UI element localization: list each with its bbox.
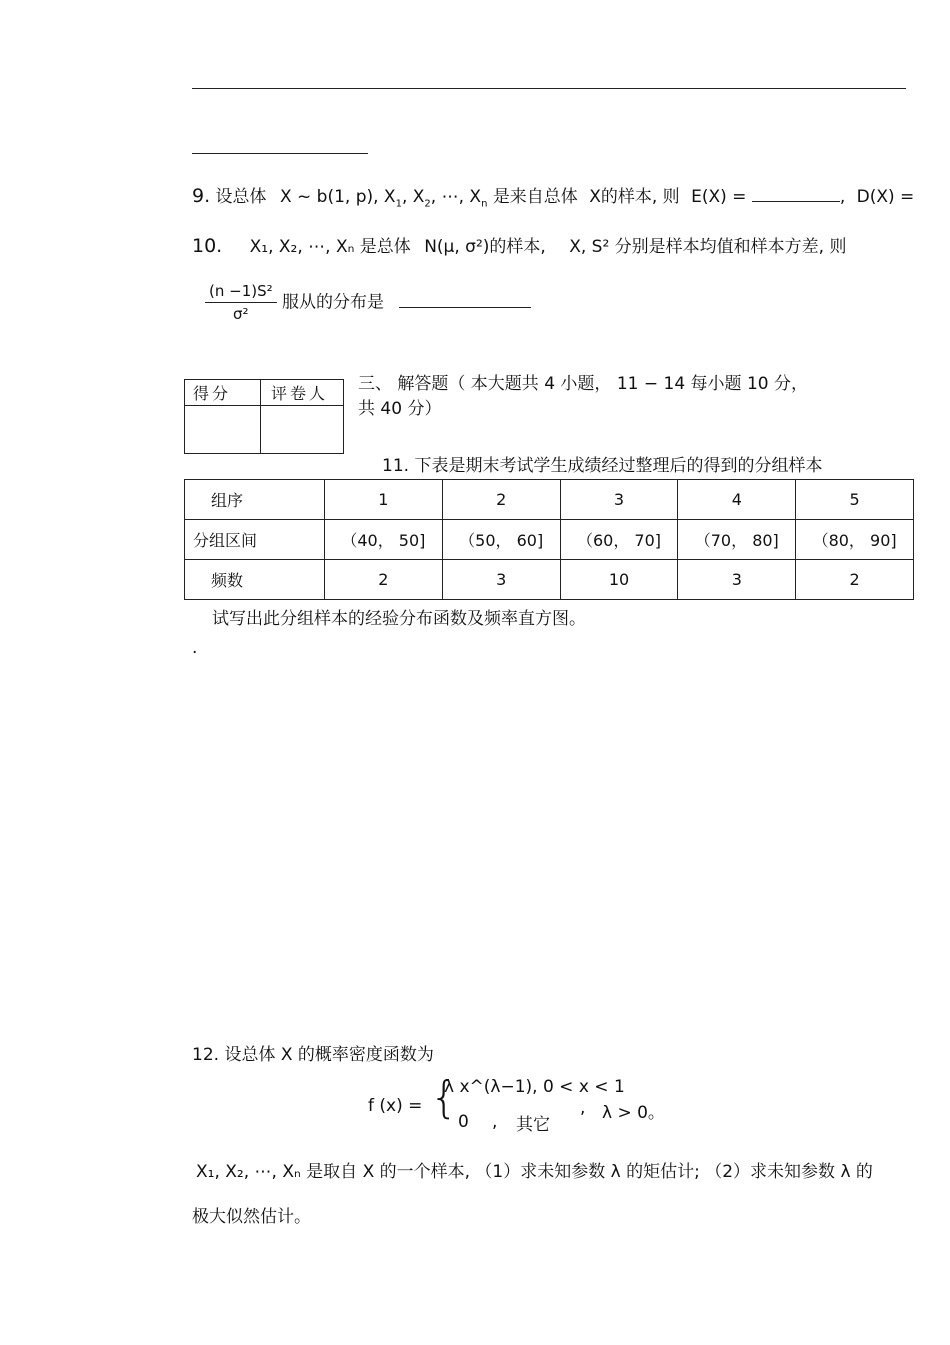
answer-blank-line xyxy=(192,153,368,154)
score-box-grader-label: 评卷人 xyxy=(261,380,344,406)
table-cell: 2 xyxy=(442,480,560,520)
table-row xyxy=(185,480,914,520)
density-parameter-condition: λ > 0。 xyxy=(602,1103,665,1123)
score-box-score-cell[interactable] xyxy=(185,406,261,454)
table-cell: 3 xyxy=(442,560,560,600)
question-12-prompt: 12. 设总体 X 的概率密度函数为 xyxy=(192,1045,434,1065)
table-cell: 2 xyxy=(325,560,443,600)
question-10-fraction xyxy=(205,282,277,323)
table-cell: 10 xyxy=(560,560,678,600)
question-11-task: 试写出此分组样本的经验分布函数及频率直方图。 xyxy=(212,609,586,629)
score-box-score-label: 得分 xyxy=(185,380,261,406)
question-9-blank-e[interactable] xyxy=(752,187,840,202)
table-row xyxy=(185,520,914,560)
density-fx-label: f (x) = xyxy=(368,1096,423,1116)
table-cell: 频数 xyxy=(185,560,325,600)
question-9-e-label: E(X) = xyxy=(691,187,747,207)
question-10-blank[interactable] xyxy=(399,293,531,308)
table-cell: 4 xyxy=(678,480,796,520)
question-10-dist: N(μ, σ²) xyxy=(424,237,490,257)
question-10-samples: X₁, X₂, ⋯, Xₙ xyxy=(249,237,355,257)
density-case-1: λ x^(λ−1), 0 < x < 1 xyxy=(444,1077,625,1097)
table-cell: 分组区间 xyxy=(185,520,325,560)
table-cell: 2 xyxy=(796,560,914,600)
question-9-number: 9. xyxy=(192,185,211,207)
density-case-2-value: 0 xyxy=(458,1112,469,1132)
table-row xyxy=(185,560,914,600)
table-cell: 3 xyxy=(560,480,678,520)
question-10-text2: 的样本, xyxy=(489,237,546,257)
question-9-sep: , xyxy=(839,187,846,207)
score-box-grader-cell[interactable] xyxy=(261,406,344,454)
grouped-sample-table xyxy=(184,479,914,600)
question-10-number: 10. xyxy=(192,235,223,257)
question-10-stats: X, S² xyxy=(569,237,610,257)
table-cell: （70， 80] xyxy=(678,520,796,560)
question-12-line3: 极大似然估计。 xyxy=(192,1207,311,1227)
table-cell: （80， 90] xyxy=(796,520,914,560)
density-case-2-sep: , xyxy=(492,1112,498,1132)
question-9-post: 的样本, 则 xyxy=(600,187,680,207)
fraction-denominator: σ² xyxy=(233,305,249,323)
table-cell: 1 xyxy=(325,480,443,520)
question-10-text1: 是总体 xyxy=(359,237,411,257)
question-9-pre: 设总体 xyxy=(215,187,267,207)
section-3-heading-line2: 共 40 分） xyxy=(358,399,442,419)
question-10-fraction-line xyxy=(205,282,531,323)
question-10-text4: 服从的分布是 xyxy=(282,292,385,313)
table-cell: （40， 50] xyxy=(325,520,443,560)
table-cell: 5 xyxy=(796,480,914,520)
table-cell: 组序 xyxy=(185,480,325,520)
question-12-line2: X₁, X₂, ⋯, Xₙ 是取自 X 的一个样本, （1）求未知参数 λ 的矩估计; （2）求未知参数 λ 的 xyxy=(196,1162,873,1182)
question-9-mid: 是来自总体 xyxy=(492,187,578,207)
density-case-2-condition: 其它 xyxy=(516,1115,550,1135)
fraction-numerator: (n −1)S² xyxy=(205,282,277,303)
question-10 xyxy=(192,232,847,257)
piecewise-brace: { xyxy=(430,1072,458,1123)
table-cell: （60， 70] xyxy=(560,520,678,560)
top-rule xyxy=(192,88,906,89)
section-3-heading-line1: 三、 解答题（ 本大题共 4 小题， 11 − 14 每小题 10 分， xyxy=(358,374,808,394)
density-comma: , xyxy=(580,1098,586,1118)
question-9-expr: X ~ b(1, p), X xyxy=(279,187,396,207)
question-11-prompt: 11. 下表是期末考试学生成绩经过整理后的得到的分组样本 xyxy=(382,456,823,476)
question-10-text3: 分别是样本均值和样本方差, 则 xyxy=(614,237,847,257)
table-cell: （50， 60] xyxy=(442,520,560,560)
question-9-d-label: D(X) = xyxy=(856,187,915,207)
table-cell: 3 xyxy=(678,560,796,600)
stray-dot: . xyxy=(192,638,198,658)
question-9: 9. 设总体 X ~ b(1, p), $X_1$, $X_2$, ⋯, $X_n$ 是来自总体 X的样本, 则 E(X) = , D(X) = xyxy=(192,185,915,210)
score-box xyxy=(184,379,344,454)
question-9-var: X xyxy=(589,187,601,207)
